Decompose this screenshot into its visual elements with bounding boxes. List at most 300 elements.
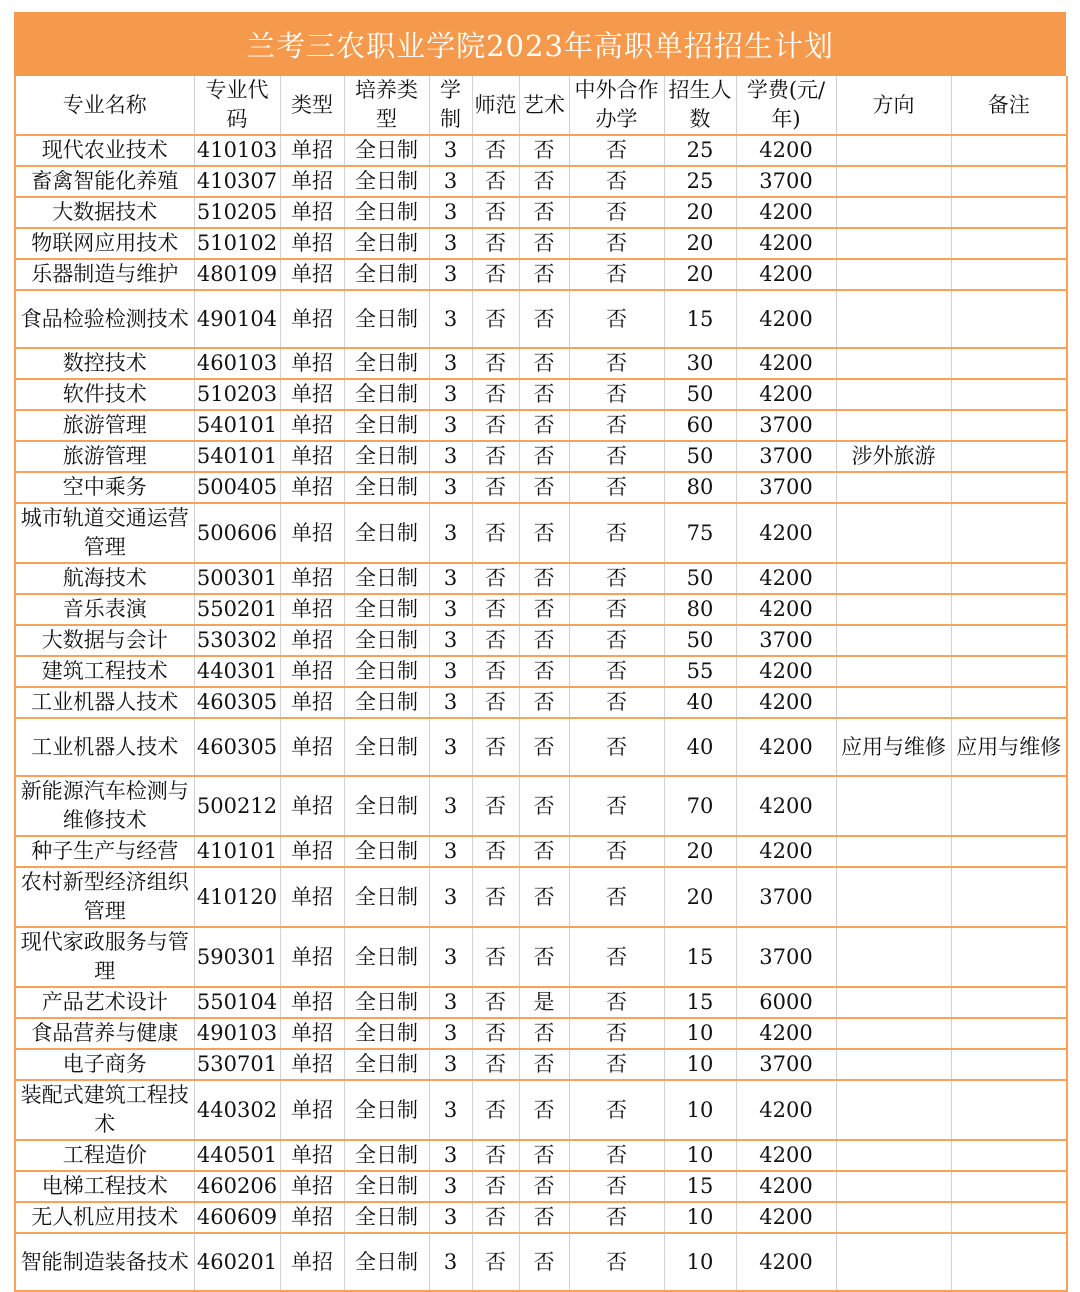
cell-tuition: 4200 [736, 197, 836, 228]
cell-direction [836, 594, 951, 625]
cell-teacher-training: 否 [472, 348, 519, 379]
cell-type: 单招 [280, 987, 344, 1018]
cell-art: 否 [519, 472, 569, 503]
cell-enrollment-count: 70 [664, 776, 736, 836]
cell-enrollment-count: 50 [664, 379, 736, 410]
cell-type: 单招 [280, 656, 344, 687]
cell-teacher-training: 否 [472, 1049, 519, 1080]
cell-major-name: 装配式建筑工程技术 [15, 1080, 194, 1140]
cell-teacher-training: 否 [472, 410, 519, 441]
cell-remarks [951, 379, 1067, 410]
cell-enrollment-count: 50 [664, 563, 736, 594]
cell-enrollment-count: 25 [664, 135, 736, 166]
cell-study-mode: 全日制 [344, 441, 429, 472]
table-row [15, 290, 1067, 348]
cell-major-name: 城市轨道交通运营管理 [15, 503, 194, 563]
cell-type: 单招 [280, 927, 344, 987]
cell-major-name: 智能制造装备技术 [15, 1233, 194, 1291]
cell-teacher-training: 否 [472, 228, 519, 259]
cell-art: 否 [519, 228, 569, 259]
cell-tuition: 4200 [736, 379, 836, 410]
cell-study-mode: 全日制 [344, 1049, 429, 1080]
table-row [15, 836, 1067, 867]
cell-type: 单招 [280, 197, 344, 228]
sheet-title: 兰考三农职业学院2023年高职单招招生计划 [14, 12, 1066, 76]
cell-type: 单招 [280, 1202, 344, 1233]
cell-joint-program: 否 [569, 228, 664, 259]
cell-teacher-training: 否 [472, 1018, 519, 1049]
cell-joint-program: 否 [569, 776, 664, 836]
cell-art: 否 [519, 197, 569, 228]
cell-major-name: 种子生产与经营 [15, 836, 194, 867]
cell-remarks [951, 563, 1067, 594]
cell-teacher-training: 否 [472, 776, 519, 836]
cell-major-code: 440501 [194, 1140, 280, 1171]
cell-major-code: 510102 [194, 228, 280, 259]
cell-remarks [951, 594, 1067, 625]
cell-remarks [951, 166, 1067, 197]
cell-major-name: 软件技术 [15, 379, 194, 410]
cell-duration: 3 [429, 259, 472, 290]
cell-joint-program: 否 [569, 1080, 664, 1140]
table-row [15, 1140, 1067, 1171]
table-row [15, 197, 1067, 228]
cell-major-name: 工业机器人技术 [15, 718, 194, 776]
cell-teacher-training: 否 [472, 867, 519, 927]
cell-duration: 3 [429, 987, 472, 1018]
cell-enrollment-count: 20 [664, 228, 736, 259]
header-joint-program: 中外合作办学 [569, 76, 664, 135]
cell-study-mode: 全日制 [344, 503, 429, 563]
cell-joint-program: 否 [569, 1140, 664, 1171]
cell-remarks [951, 1140, 1067, 1171]
cell-type: 单招 [280, 1080, 344, 1140]
table-row [15, 1018, 1067, 1049]
cell-major-name: 食品检验检测技术 [15, 290, 194, 348]
cell-joint-program: 否 [569, 867, 664, 927]
cell-major-name: 乐器制造与维护 [15, 259, 194, 290]
cell-tuition: 3700 [736, 441, 836, 472]
cell-enrollment-count: 15 [664, 927, 736, 987]
cell-tuition: 4200 [736, 687, 836, 718]
cell-duration: 3 [429, 1140, 472, 1171]
table-row [15, 1171, 1067, 1202]
table-row [15, 472, 1067, 503]
enrollment-table [14, 76, 1068, 1292]
cell-direction [836, 166, 951, 197]
cell-teacher-training: 否 [472, 290, 519, 348]
cell-type: 单招 [280, 563, 344, 594]
cell-art: 否 [519, 867, 569, 927]
cell-duration: 3 [429, 687, 472, 718]
cell-enrollment-count: 15 [664, 1171, 736, 1202]
cell-type: 单招 [280, 472, 344, 503]
cell-direction [836, 1140, 951, 1171]
cell-joint-program: 否 [569, 718, 664, 776]
cell-remarks [951, 410, 1067, 441]
cell-major-code: 460206 [194, 1171, 280, 1202]
cell-direction [836, 197, 951, 228]
cell-enrollment-count: 20 [664, 197, 736, 228]
cell-type: 单招 [280, 379, 344, 410]
cell-tuition: 4200 [736, 718, 836, 776]
cell-major-code: 500212 [194, 776, 280, 836]
cell-type: 单招 [280, 1049, 344, 1080]
cell-tuition: 4200 [736, 836, 836, 867]
cell-major-code: 490103 [194, 1018, 280, 1049]
cell-art: 否 [519, 594, 569, 625]
cell-enrollment-count: 15 [664, 290, 736, 348]
cell-duration: 3 [429, 410, 472, 441]
cell-major-code: 540101 [194, 410, 280, 441]
cell-teacher-training: 否 [472, 1080, 519, 1140]
cell-direction [836, 1049, 951, 1080]
cell-duration: 3 [429, 867, 472, 927]
cell-duration: 3 [429, 1080, 472, 1140]
cell-tuition: 4200 [736, 1080, 836, 1140]
cell-study-mode: 全日制 [344, 228, 429, 259]
table-row [15, 135, 1067, 166]
cell-study-mode: 全日制 [344, 410, 429, 441]
cell-teacher-training: 否 [472, 503, 519, 563]
cell-direction [836, 379, 951, 410]
cell-major-code: 460103 [194, 348, 280, 379]
cell-joint-program: 否 [569, 1018, 664, 1049]
cell-major-code: 540101 [194, 441, 280, 472]
cell-remarks [951, 348, 1067, 379]
cell-major-name: 工程造价 [15, 1140, 194, 1171]
cell-major-code: 530302 [194, 625, 280, 656]
table-row [15, 656, 1067, 687]
table-row [15, 1080, 1067, 1140]
cell-remarks [951, 1049, 1067, 1080]
cell-type: 单招 [280, 594, 344, 625]
cell-major-code: 510203 [194, 379, 280, 410]
cell-remarks [951, 867, 1067, 927]
cell-joint-program: 否 [569, 625, 664, 656]
cell-major-name: 无人机应用技术 [15, 1202, 194, 1233]
cell-remarks [951, 687, 1067, 718]
cell-study-mode: 全日制 [344, 290, 429, 348]
cell-joint-program: 否 [569, 348, 664, 379]
cell-enrollment-count: 25 [664, 166, 736, 197]
cell-enrollment-count: 20 [664, 836, 736, 867]
cell-joint-program: 否 [569, 410, 664, 441]
cell-teacher-training: 否 [472, 135, 519, 166]
cell-art: 否 [519, 1140, 569, 1171]
cell-duration: 3 [429, 927, 472, 987]
cell-art: 否 [519, 927, 569, 987]
cell-art: 否 [519, 259, 569, 290]
cell-duration: 3 [429, 594, 472, 625]
cell-duration: 3 [429, 1018, 472, 1049]
table-row [15, 776, 1067, 836]
cell-study-mode: 全日制 [344, 594, 429, 625]
cell-art: 否 [519, 1202, 569, 1233]
cell-type: 单招 [280, 135, 344, 166]
cell-study-mode: 全日制 [344, 1171, 429, 1202]
cell-major-name: 新能源汽车检测与维修技术 [15, 776, 194, 836]
cell-type: 单招 [280, 836, 344, 867]
cell-direction [836, 410, 951, 441]
cell-remarks [951, 1233, 1067, 1291]
cell-study-mode: 全日制 [344, 563, 429, 594]
cell-study-mode: 全日制 [344, 656, 429, 687]
cell-duration: 3 [429, 290, 472, 348]
cell-study-mode: 全日制 [344, 776, 429, 836]
cell-direction [836, 1018, 951, 1049]
cell-teacher-training: 否 [472, 1140, 519, 1171]
cell-tuition: 4200 [736, 135, 836, 166]
cell-major-name: 大数据与会计 [15, 625, 194, 656]
cell-study-mode: 全日制 [344, 197, 429, 228]
cell-major-code: 410120 [194, 867, 280, 927]
header-major-name: 专业名称 [15, 76, 194, 135]
cell-major-code: 440302 [194, 1080, 280, 1140]
table-row [15, 259, 1067, 290]
cell-direction [836, 687, 951, 718]
cell-joint-program: 否 [569, 1202, 664, 1233]
cell-major-name: 音乐表演 [15, 594, 194, 625]
cell-direction [836, 503, 951, 563]
cell-direction [836, 1233, 951, 1291]
cell-joint-program: 否 [569, 472, 664, 503]
cell-enrollment-count: 30 [664, 348, 736, 379]
cell-remarks [951, 197, 1067, 228]
cell-art: 否 [519, 625, 569, 656]
cell-tuition: 4200 [736, 259, 836, 290]
cell-teacher-training: 否 [472, 687, 519, 718]
cell-teacher-training: 否 [472, 563, 519, 594]
cell-remarks [951, 228, 1067, 259]
cell-enrollment-count: 60 [664, 410, 736, 441]
cell-study-mode: 全日制 [344, 1140, 429, 1171]
cell-enrollment-count: 20 [664, 259, 736, 290]
table-row [15, 348, 1067, 379]
cell-duration: 3 [429, 1202, 472, 1233]
cell-joint-program: 否 [569, 441, 664, 472]
cell-direction [836, 472, 951, 503]
cell-tuition: 4200 [736, 1018, 836, 1049]
cell-teacher-training: 否 [472, 379, 519, 410]
cell-joint-program: 否 [569, 503, 664, 563]
cell-duration: 3 [429, 1171, 472, 1202]
cell-art: 否 [519, 1018, 569, 1049]
cell-type: 单招 [280, 1140, 344, 1171]
cell-remarks [951, 503, 1067, 563]
cell-direction [836, 1171, 951, 1202]
cell-direction [836, 348, 951, 379]
cell-direction [836, 836, 951, 867]
cell-remarks [951, 987, 1067, 1018]
cell-teacher-training: 否 [472, 1233, 519, 1291]
cell-duration: 3 [429, 503, 472, 563]
cell-major-code: 460201 [194, 1233, 280, 1291]
cell-study-mode: 全日制 [344, 625, 429, 656]
cell-type: 单招 [280, 776, 344, 836]
cell-enrollment-count: 10 [664, 1140, 736, 1171]
cell-tuition: 3700 [736, 625, 836, 656]
cell-art: 否 [519, 135, 569, 166]
cell-remarks [951, 1018, 1067, 1049]
cell-study-mode: 全日制 [344, 867, 429, 927]
cell-art: 否 [519, 290, 569, 348]
header-type: 类型 [280, 76, 344, 135]
cell-direction [836, 290, 951, 348]
cell-remarks [951, 625, 1067, 656]
cell-art: 否 [519, 836, 569, 867]
cell-tuition: 6000 [736, 987, 836, 1018]
cell-tuition: 3700 [736, 867, 836, 927]
cell-major-code: 460305 [194, 718, 280, 776]
cell-type: 单招 [280, 503, 344, 563]
cell-type: 单招 [280, 1018, 344, 1049]
cell-joint-program: 否 [569, 259, 664, 290]
cell-major-name: 电梯工程技术 [15, 1171, 194, 1202]
cell-duration: 3 [429, 228, 472, 259]
cell-major-code: 410101 [194, 836, 280, 867]
cell-enrollment-count: 50 [664, 441, 736, 472]
cell-remarks [951, 927, 1067, 987]
cell-duration: 3 [429, 776, 472, 836]
cell-major-code: 490104 [194, 290, 280, 348]
table-row [15, 410, 1067, 441]
cell-art: 否 [519, 1233, 569, 1291]
cell-duration: 3 [429, 1049, 472, 1080]
cell-direction [836, 776, 951, 836]
cell-joint-program: 否 [569, 656, 664, 687]
cell-remarks [951, 259, 1067, 290]
cell-direction [836, 625, 951, 656]
cell-teacher-training: 否 [472, 836, 519, 867]
cell-type: 单招 [280, 441, 344, 472]
cell-tuition: 4200 [736, 1140, 836, 1171]
cell-major-code: 460305 [194, 687, 280, 718]
cell-duration: 3 [429, 472, 472, 503]
cell-tuition: 4200 [736, 503, 836, 563]
cell-art: 否 [519, 348, 569, 379]
cell-joint-program: 否 [569, 836, 664, 867]
cell-enrollment-count: 50 [664, 625, 736, 656]
cell-type: 单招 [280, 867, 344, 927]
cell-type: 单招 [280, 718, 344, 776]
table-row [15, 1049, 1067, 1080]
cell-type: 单招 [280, 166, 344, 197]
cell-joint-program: 否 [569, 1171, 664, 1202]
table-row [15, 867, 1067, 927]
cell-major-name: 产品艺术设计 [15, 987, 194, 1018]
cell-art: 否 [519, 687, 569, 718]
header-tuition: 学费(元/年) [736, 76, 836, 135]
cell-major-code: 530701 [194, 1049, 280, 1080]
cell-teacher-training: 否 [472, 1202, 519, 1233]
cell-study-mode: 全日制 [344, 348, 429, 379]
cell-study-mode: 全日制 [344, 927, 429, 987]
cell-study-mode: 全日制 [344, 379, 429, 410]
cell-tuition: 3700 [736, 472, 836, 503]
cell-tuition: 4200 [736, 656, 836, 687]
cell-major-name: 大数据技术 [15, 197, 194, 228]
table-row [15, 441, 1067, 472]
header-study-mode: 培养类型 [344, 76, 429, 135]
cell-teacher-training: 否 [472, 625, 519, 656]
table-row [15, 625, 1067, 656]
cell-remarks [951, 1202, 1067, 1233]
cell-remarks [951, 441, 1067, 472]
cell-joint-program: 否 [569, 1049, 664, 1080]
cell-remarks [951, 1080, 1067, 1140]
cell-tuition: 4200 [736, 1171, 836, 1202]
cell-joint-program: 否 [569, 563, 664, 594]
table-row [15, 379, 1067, 410]
table-row [15, 927, 1067, 987]
cell-type: 单招 [280, 410, 344, 441]
cell-type: 单招 [280, 625, 344, 656]
cell-major-code: 500301 [194, 563, 280, 594]
cell-study-mode: 全日制 [344, 687, 429, 718]
cell-major-name: 农村新型经济组织管理 [15, 867, 194, 927]
cell-major-name: 电子商务 [15, 1049, 194, 1080]
cell-teacher-training: 否 [472, 472, 519, 503]
table-row [15, 1202, 1067, 1233]
cell-remarks [951, 1171, 1067, 1202]
table-row [15, 166, 1067, 197]
cell-tuition: 4200 [736, 1202, 836, 1233]
cell-tuition: 4200 [736, 594, 836, 625]
cell-tuition: 4200 [736, 228, 836, 259]
table-row [15, 718, 1067, 776]
cell-major-name: 畜禽智能化养殖 [15, 166, 194, 197]
cell-tuition: 3700 [736, 410, 836, 441]
cell-remarks [951, 290, 1067, 348]
cell-type: 单招 [280, 1233, 344, 1291]
cell-art: 否 [519, 410, 569, 441]
cell-enrollment-count: 10 [664, 1233, 736, 1291]
cell-direction [836, 867, 951, 927]
cell-major-name: 食品营养与健康 [15, 1018, 194, 1049]
cell-enrollment-count: 80 [664, 472, 736, 503]
cell-direction [836, 228, 951, 259]
table-row [15, 987, 1067, 1018]
header-direction: 方向 [836, 76, 951, 135]
header-art: 艺术 [519, 76, 569, 135]
cell-study-mode: 全日制 [344, 1018, 429, 1049]
cell-major-name: 建筑工程技术 [15, 656, 194, 687]
cell-direction [836, 927, 951, 987]
cell-art: 是 [519, 987, 569, 1018]
cell-major-code: 440301 [194, 656, 280, 687]
cell-art: 否 [519, 166, 569, 197]
cell-direction [836, 1202, 951, 1233]
cell-enrollment-count: 10 [664, 1049, 736, 1080]
cell-teacher-training: 否 [472, 259, 519, 290]
cell-duration: 3 [429, 135, 472, 166]
cell-enrollment-count: 40 [664, 718, 736, 776]
cell-study-mode: 全日制 [344, 987, 429, 1018]
cell-major-code: 500606 [194, 503, 280, 563]
cell-joint-program: 否 [569, 687, 664, 718]
cell-duration: 3 [429, 441, 472, 472]
cell-teacher-training: 否 [472, 166, 519, 197]
cell-direction [836, 1080, 951, 1140]
cell-art: 否 [519, 379, 569, 410]
cell-major-name: 现代家政服务与管理 [15, 927, 194, 987]
cell-major-name: 现代农业技术 [15, 135, 194, 166]
cell-study-mode: 全日制 [344, 472, 429, 503]
header-major-code: 专业代码 [194, 76, 280, 135]
cell-study-mode: 全日制 [344, 135, 429, 166]
cell-major-name: 旅游管理 [15, 410, 194, 441]
